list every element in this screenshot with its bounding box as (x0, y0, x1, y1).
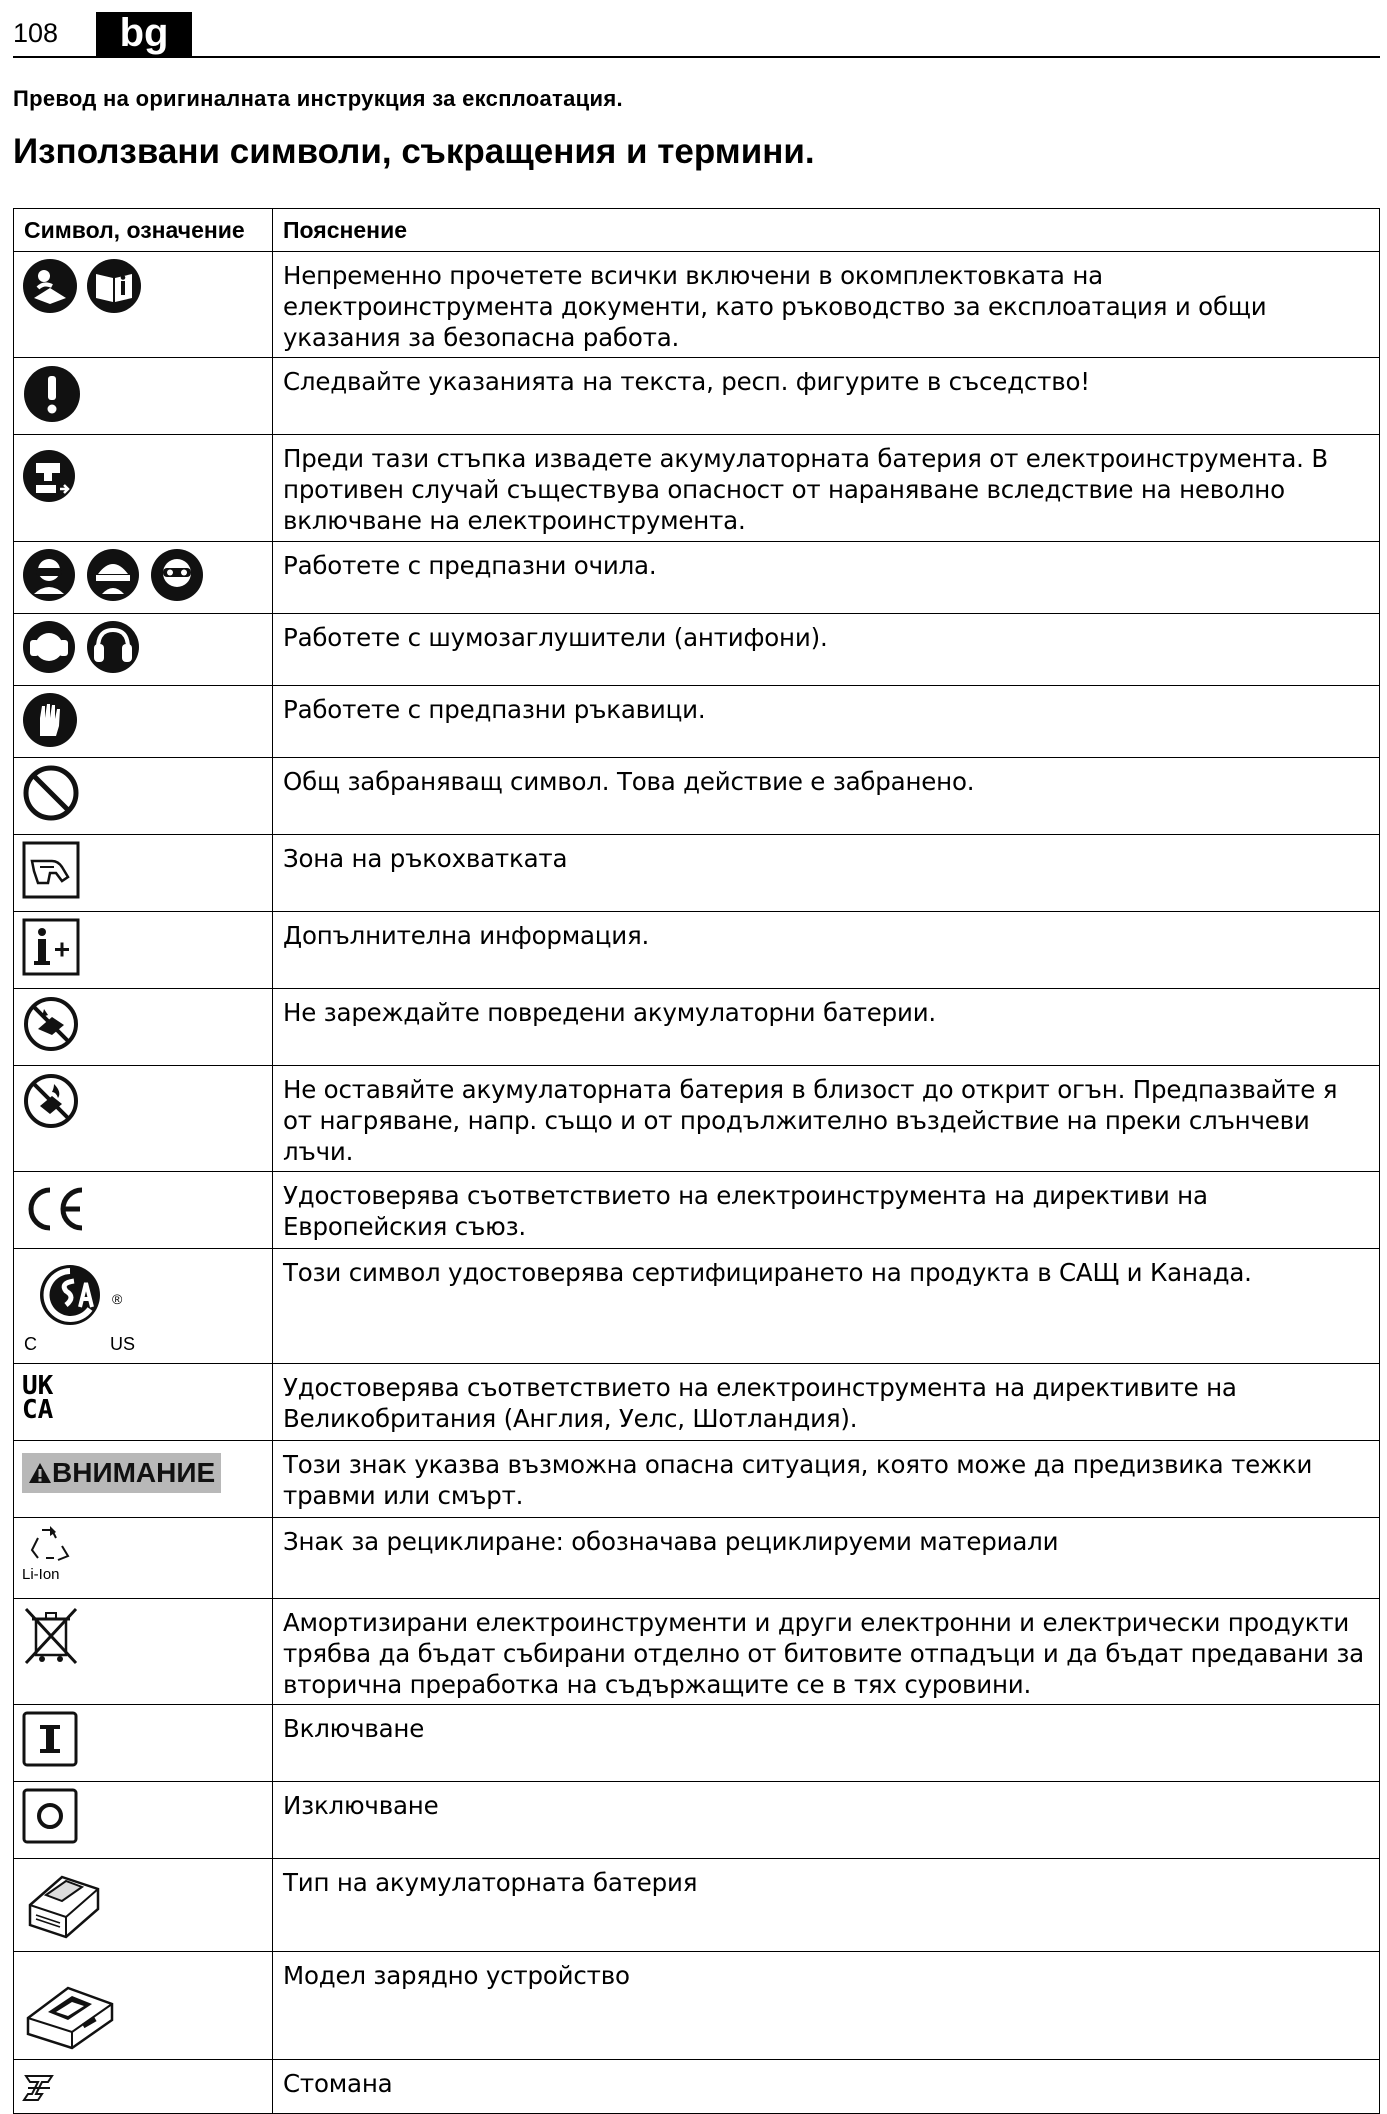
gloves-icon (22, 692, 78, 748)
explanation-cell: Изключване (273, 1782, 1380, 1859)
symbol-cell (14, 252, 273, 358)
power-off-icon (22, 1788, 78, 1844)
symbol-cell (14, 1782, 273, 1859)
explanation-cell: Непременно прочетете всички включени в окомплектовката на електроинструмента документи, като ръководство за експлоатация и общи указания за безопасна работа. (273, 252, 1380, 358)
table-row (14, 835, 1380, 912)
explanation-cell: Стомана (273, 2060, 1380, 2114)
explanation-cell: Тип на акумулаторната батерия (273, 1859, 1380, 1952)
exclamation-icon (22, 364, 82, 424)
table-row (14, 1599, 1380, 1705)
safety-goggles-icon (150, 548, 204, 602)
warning-triangle-icon (28, 1462, 52, 1484)
explanation-cell: Модел зарядно устройство (273, 1952, 1380, 2060)
explanation-cell: Следвайте указанията на текста, респ. фигурите в съседство! (273, 358, 1380, 435)
explanation-cell: Този символ удостоверява сертифицирането на продукта в САЩ и Канада. (273, 1249, 1380, 1364)
table-row (14, 1249, 1380, 1364)
symbol-cell (14, 1364, 273, 1441)
info-book-icon (86, 258, 142, 314)
ce-mark-icon (22, 1184, 86, 1234)
column-header-explanation: Пояснение (273, 209, 1380, 252)
symbol-cell (14, 435, 273, 542)
face-shield-icon (22, 548, 76, 602)
table-row (14, 1518, 1380, 1599)
page-header (13, 10, 1380, 58)
table-row (14, 252, 1380, 358)
steel-icon (22, 2070, 56, 2106)
table-row (14, 912, 1380, 989)
column-header-symbol: Символ, означение (14, 209, 273, 252)
grip-zone-icon (22, 841, 80, 899)
symbol-cell (14, 1518, 273, 1599)
table-row (14, 1441, 1380, 1518)
csa-mark (22, 1255, 136, 1355)
table-row (14, 1782, 1380, 1859)
remove-battery-icon (22, 449, 76, 503)
table-row (14, 435, 1380, 542)
recycling-icon (22, 1524, 78, 1566)
symbol-cell (14, 1249, 273, 1364)
explanation-cell: Зона на ръкохватката (273, 835, 1380, 912)
table-row (14, 358, 1380, 435)
explanation-cell: Работете с предпазни очила. (273, 542, 1380, 614)
symbol-cell (14, 1705, 273, 1782)
table-row (14, 758, 1380, 835)
table-row (14, 614, 1380, 686)
charger-model-icon (22, 1962, 118, 2052)
weee-bin-icon (22, 1605, 80, 1667)
table-row (14, 1364, 1380, 1441)
table-row (14, 1172, 1380, 1249)
symbol-cell (14, 835, 273, 912)
table-row (14, 1705, 1380, 1782)
ear-protection-icon (86, 620, 140, 674)
info-plus-icon (22, 918, 80, 976)
symbol-cell (14, 542, 273, 614)
explanation-cell: Удостоверява съответствието на електроинструмента на директивите на Великобритания (Англия, Уелс, Шотландия). (273, 1364, 1380, 1441)
table-row (14, 1952, 1380, 2060)
explanation-cell: Този знак указва възможна опасна ситуация, която може да предизвика тежки травми или смърт. (273, 1441, 1380, 1518)
page-title: Използвани символи, съкращения и термини. (13, 132, 815, 171)
table-row (14, 1066, 1380, 1172)
csa-c-label: C (24, 1334, 37, 1354)
explanation-cell: Не оставяйте акумулаторната батерия в близост до открит огън. Предпазвайте я от нагряване, напр. също и от продължително въздействие на преки слънчеви лъчи. (273, 1066, 1380, 1172)
document-subtitle: Превод на оригиналната инструкция за експлоатация. (13, 86, 623, 111)
ukca-top: UK (22, 1371, 54, 1401)
explanation-cell: Работете с шумозаглушители (антифони). (273, 614, 1380, 686)
prohibition-icon (22, 764, 80, 822)
warning-label (22, 1453, 221, 1493)
symbols-table (13, 208, 1380, 2114)
no-fire-icon (22, 1072, 80, 1130)
symbol-cell (14, 1599, 273, 1705)
csa-mark-icon (30, 1259, 123, 1339)
table-row (14, 1859, 1380, 1952)
explanation-cell: Работете с предпазни ръкавици. (273, 686, 1380, 758)
explanation-cell: Знак за рециклиране: обозначава рециклируеми материали (273, 1518, 1380, 1599)
csa-us-label: US (110, 1334, 136, 1354)
explanation-cell: Преди тази стъпка извадете акумулаторната батерия от електроинструмента. В противен случай съществува опасност от нараняване вследствие на неволно включване на електроинструмента. (273, 435, 1380, 542)
warning-label-text: ВНИМАНИЕ (52, 1457, 216, 1488)
explanation-cell: Не зареждайте повредени акумулаторни батерии. (273, 989, 1380, 1066)
explanation-cell: Допълнителна информация. (273, 912, 1380, 989)
explanation-cell: Включване (273, 1705, 1380, 1782)
read-manual-icon (22, 258, 78, 314)
symbol-cell (14, 1859, 273, 1952)
table-row (14, 542, 1380, 614)
explanation-cell: Амортизирани електроинструменти и други електронни и електрически продукти трябва да бъдат събирани отделно от битовите отпадъци и да бъдат предавани за вторична преработка на съдържащите се в тях суровини. (273, 1599, 1380, 1705)
symbol-cell (14, 614, 273, 686)
safety-helmet-icon (86, 548, 140, 602)
symbol-cell (14, 912, 273, 989)
table-header-row (14, 209, 1380, 252)
symbol-cell (14, 1066, 273, 1172)
symbol-cell (14, 2060, 273, 2114)
battery-type-icon (22, 1865, 106, 1945)
li-ion-label: Li-Ion (22, 1566, 60, 1583)
power-on-icon (22, 1711, 78, 1767)
symbol-cell (14, 358, 273, 435)
table-row (14, 2060, 1380, 2114)
symbol-cell (14, 758, 273, 835)
symbol-cell (14, 1172, 273, 1249)
symbol-cell (14, 1441, 273, 1518)
explanation-cell: Удостоверява съответствието на електроинструмента на директиви на Европейския съюз. (273, 1172, 1380, 1249)
symbol-cell (14, 989, 273, 1066)
table-row (14, 989, 1380, 1066)
language-tag: bg (96, 12, 192, 58)
symbol-cell (14, 686, 273, 758)
symbol-cell (14, 1952, 273, 2060)
ukca-mark-icon (22, 1371, 264, 1425)
no-damaged-battery-icon (22, 995, 80, 1053)
ear-muffs-icon (22, 620, 76, 674)
explanation-cell: Общ забраняващ символ. Това действие е забранено. (273, 758, 1380, 835)
registered-mark: ® (112, 1291, 123, 1307)
table-row (14, 686, 1380, 758)
ukca-bottom: CA (22, 1395, 54, 1425)
page-number: 108 (13, 18, 59, 48)
